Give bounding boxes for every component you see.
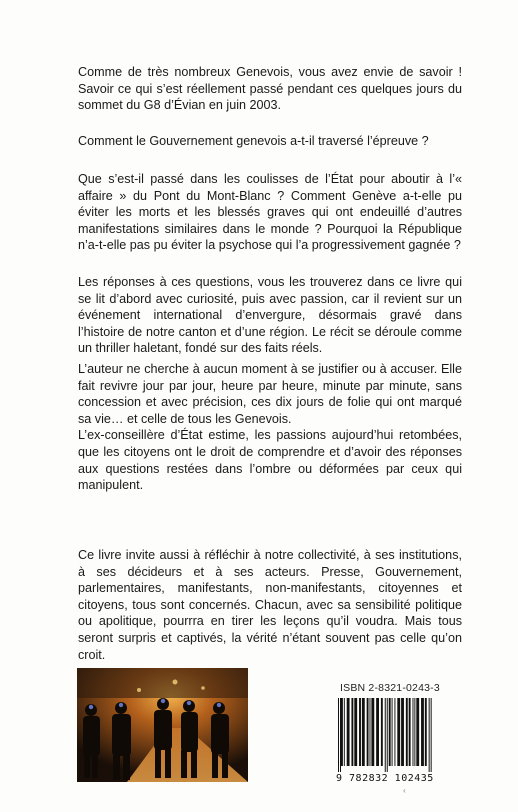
barcode-bar	[406, 698, 408, 766]
barcode-bar	[387, 698, 388, 772]
barcode-bar	[381, 698, 383, 766]
barcode-bar	[362, 698, 365, 766]
paragraph-questions-text: Que s’est-il passé dans les coulisses de l’État pour aboutir à l’« affaire » du Pont du Mont-Blanc ? Comment Genève a-t-elle pu éviter les morts et les blessés graves qui ont endeuillé d’autres manifestations similaires dans le monde ? Pourquoi la République n’a-t-elle pas pu éviter la psychose qui l’a progressivement gagnée ?	[78, 172, 462, 253]
paragraph-author	[78, 361, 462, 494]
barcode-bar	[425, 698, 427, 766]
paragraph-author-text-a: L’auteur ne cherche à aucun moment à se justifier ou à accuser. Elle fait revivre jour par jour, heure par heure, minute par minute, sans concession et avec précision, ces dix jours de folie qui ont marqué sa vie… et celle de tous les Genevois.	[78, 362, 462, 426]
barcode-bar	[344, 698, 345, 766]
barcode-bar	[401, 698, 404, 766]
barcode-bar	[397, 698, 400, 766]
barcode-bar	[370, 698, 371, 766]
barcode-digits: 9 782832 102435	[336, 773, 434, 784]
paragraph-answers	[78, 274, 462, 357]
barcode-bar	[392, 698, 393, 766]
isbn-number: ISBN 2-8321-0243-3	[340, 682, 440, 694]
small-printer-mark: ‹	[403, 786, 406, 795]
barcode-bar	[409, 698, 411, 766]
barcode-bar	[414, 698, 415, 766]
ean-barcode	[336, 698, 456, 772]
paragraph-answers-text: Les réponses à ces questions, vous les trouverez dans ce livre qui se lit d’abord avec curiosité, puis avec passion, car il revient sur un événement international d’envergure, désormais gravé dans l’histoire de notre canton et d’une région. Le récit se déroule comme un thriller haletant, fondé sur des faits réels.	[78, 275, 462, 356]
barcode-bar	[431, 698, 432, 772]
paragraph-questions	[78, 171, 462, 254]
barcode-bar	[340, 698, 341, 772]
barcode-bar	[367, 698, 369, 766]
barcode-bar	[371, 698, 374, 766]
paragraph-intro	[78, 64, 462, 114]
barcode-bar	[341, 698, 343, 766]
barcode-bar	[413, 698, 414, 766]
barcode-bar	[429, 698, 430, 772]
paragraph-reflection	[78, 547, 462, 663]
barcode-bar	[351, 698, 353, 766]
barcode-bar	[385, 698, 386, 772]
barcode-bar	[359, 698, 361, 766]
paragraph-question-government	[78, 133, 462, 150]
paragraph-reflection-text: Ce livre invite aussi à réfléchir à notre collectivité, à ses institutions, à ses décideurs et à ses acteurs. Presse, Gouvernement, parlementaires, manifestants, non-manifestants, citoyennes et citoyens, tous sont concernés. Chacun, avec sa sensibilité politique ou apolitique, pourrra en tirer les leçons qu’il voudra. Mais tous seront surpris et captivés, la vérité n’étant souvent pas celle qu’on croit.	[78, 548, 462, 662]
paragraph-author-text-b: L’ex-conseillère d’État estime, les passions aujourd’hui retombées, que les citoyens ont le droit de comprendre et d’avoir des réponses aux questions restées dans l’ombre ou déformées par ceux qui manipulent.	[78, 428, 462, 493]
barcode-bar	[376, 698, 379, 766]
barcode-bar	[354, 698, 357, 766]
barcode-bar	[347, 698, 350, 766]
barcode-bar	[416, 698, 419, 766]
riot-police-photo	[77, 668, 248, 782]
paragraph-question-government-text: Comment le Gouvernement genevois a-t-il traversé l’épreuve ?	[78, 134, 429, 148]
photo-illustration	[77, 668, 248, 782]
barcode-bar	[421, 698, 424, 766]
barcode-bar	[389, 698, 391, 766]
paragraph-intro-text: Comme de très nombreux Genevois, vous avez envie de savoir ! Savoir ce qui s’est réellement passé pendant ces quelques jours du sommet du G8 d’Évian en juin 2003.	[78, 65, 462, 113]
barcode-bar	[394, 698, 395, 766]
barcode-bar	[338, 698, 339, 772]
